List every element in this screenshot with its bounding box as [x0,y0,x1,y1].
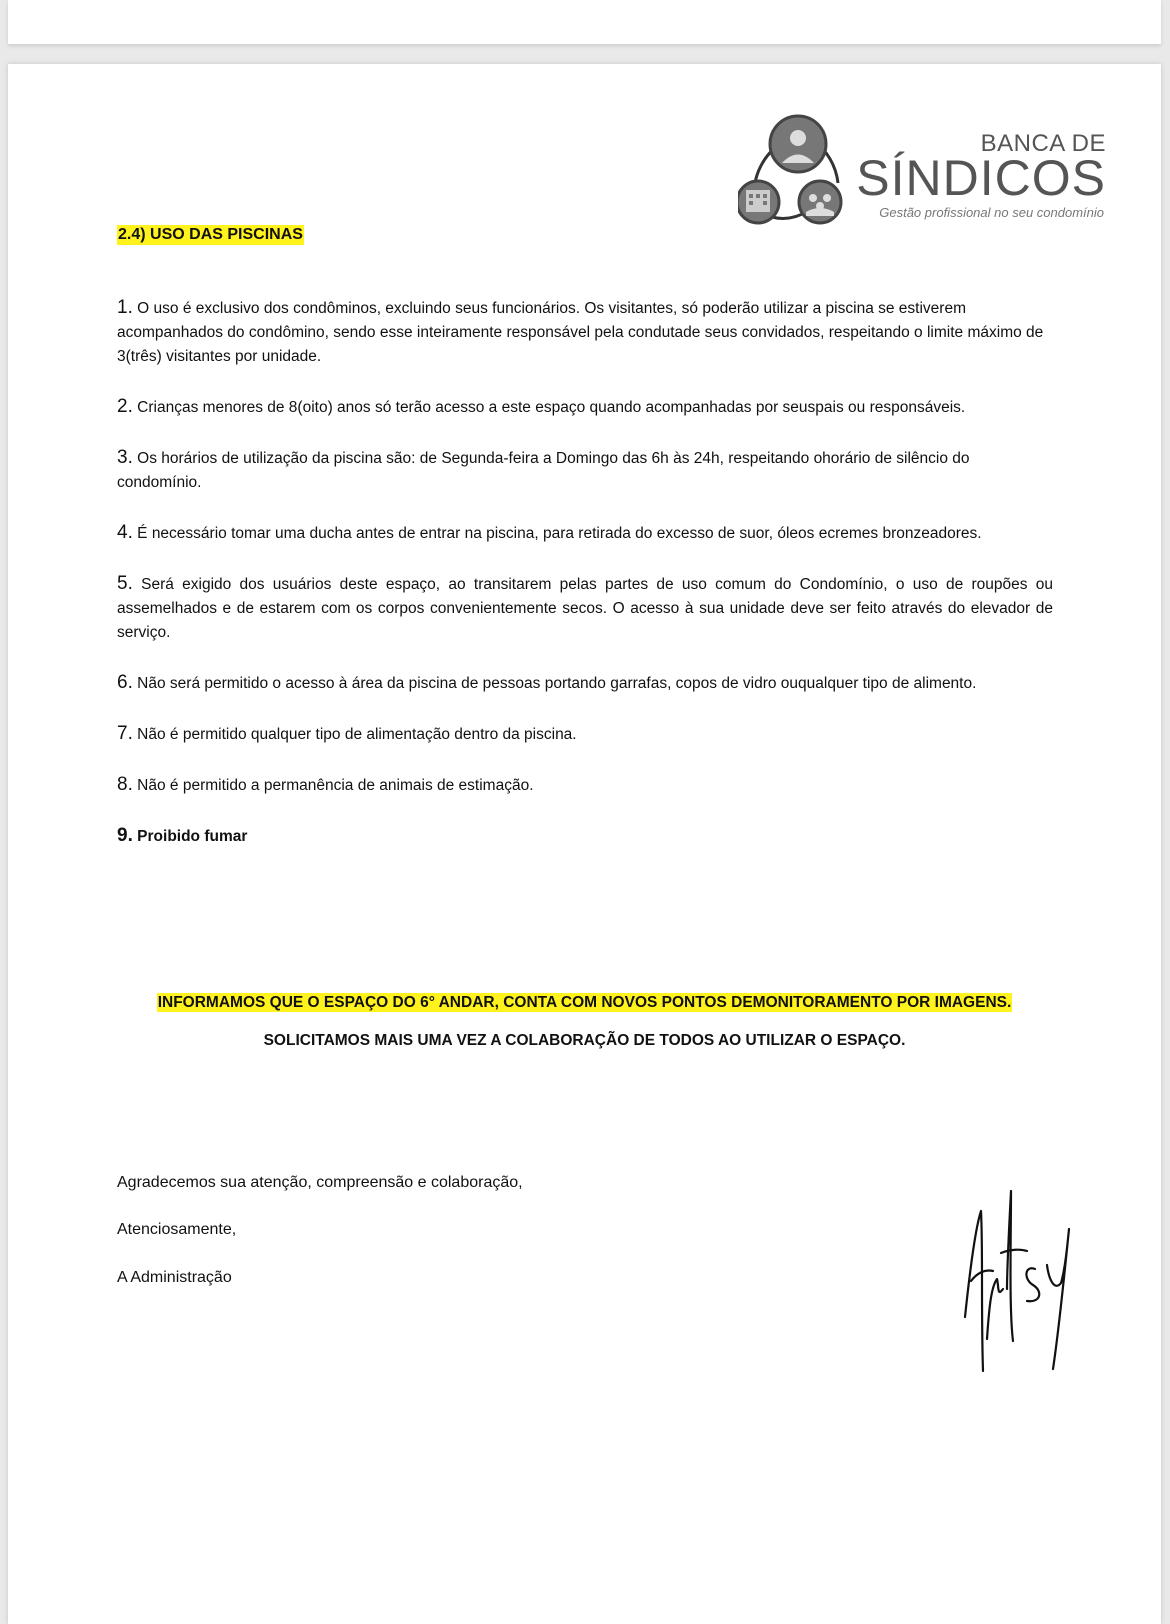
rule-item [117,722,1053,747]
previous-page-edge [8,0,1161,44]
section-title: 2.4) USO DAS PISCINAS [118,226,303,243]
rule-text: Proibido fumar [137,828,248,845]
handwritten-signature [963,1189,1073,1374]
logo-line-1: BANCA DE [980,130,1106,157]
rule-text: Será exigido dos usuários deste espaço, ao transitarem pelas partes de uso comum do Condomínio, o uso de roupões ou assemelhados e de estarem com os corpos convenientemente secos. O acesso à sua unidade deve ser feito através do elevador de serviço. [117,576,1054,641]
rule-number: 8. [117,774,133,795]
rule-item [117,296,1053,369]
rule-item [117,446,1053,495]
document-page [8,64,1161,1624]
rule-text: Não é permitido qualquer tipo de alimentação dentro da piscina. [137,726,577,743]
rule-item [117,671,1053,696]
rule-number: 5. [117,573,133,594]
rule-number: 4. [117,522,133,543]
rule-text: O uso é exclusivo dos condôminos, excluindo seus funcionários. Os visitantes, só poderão utilizar a piscina se estiverem acompanhados do condômino, sendo esse inteiramente responsável pela condutade seus convidados, respeitando o limite máximo de 3(três) visitantes por unidade. [117,300,1044,365]
closing-thanks: Agradecemos sua atenção, compreensão e colaboração, [117,1174,523,1191]
rule-number: 9. [117,825,133,846]
rule-number: 2. [117,396,133,417]
rule-text: Os horários de utilização da piscina são: de Segunda-feira a Domingo das 6h às 24h, respeitando ohorário de silêncio do condomínio. [117,450,970,491]
rule-number: 3. [117,447,133,468]
rules-list [117,296,1053,875]
monitoring-notice-text: INFORMAMOS QUE O ESPAÇO DO 6° ANDAR, CONTA COM NOVOS PONTOS DEMONITORAMENTO POR IMAGENS. [157,994,1012,1011]
rule-text: Crianças menores de 8(oito) anos só terão acesso a este espaço quando acompanhadas por seuspais ou responsáveis. [137,399,966,416]
logo-people-icon [738,108,868,228]
monitoring-notice [8,994,1161,1012]
rule-item [117,395,1053,420]
rule-text: É necessário tomar uma ducha antes de entrar na piscina, para retirada do excesso de suor, óleos ecremes bronzeadores. [137,525,982,542]
rule-text: Não é permitido a permanência de animais de estimação. [137,777,534,794]
rule-item [117,521,1053,546]
rule-number: 7. [117,723,133,744]
rule-number: 1. [117,297,133,318]
banca-de-sindicos-logo [738,108,1108,228]
rule-item [117,824,1053,849]
closing-signoff: A Administração [117,1269,232,1286]
rule-number: 6. [117,672,133,693]
logo-tagline: Gestão profissional no seu condomínio [879,205,1104,220]
rule-text: Não será permitido o acesso à área da piscina de pessoas portando garrafas, copos de vidro ouqualquer tipo de alimento. [137,675,977,692]
logo-line-2: SÍNDICOS [856,150,1106,206]
collaboration-request: SOLICITAMOS MAIS UMA VEZ A COLABORAÇÃO DE TODOS AO UTILIZAR O ESPAÇO. [263,1032,906,1049]
rule-item [117,572,1053,645]
closing-regards: Atenciosamente, [117,1221,237,1238]
rule-item [117,773,1053,798]
